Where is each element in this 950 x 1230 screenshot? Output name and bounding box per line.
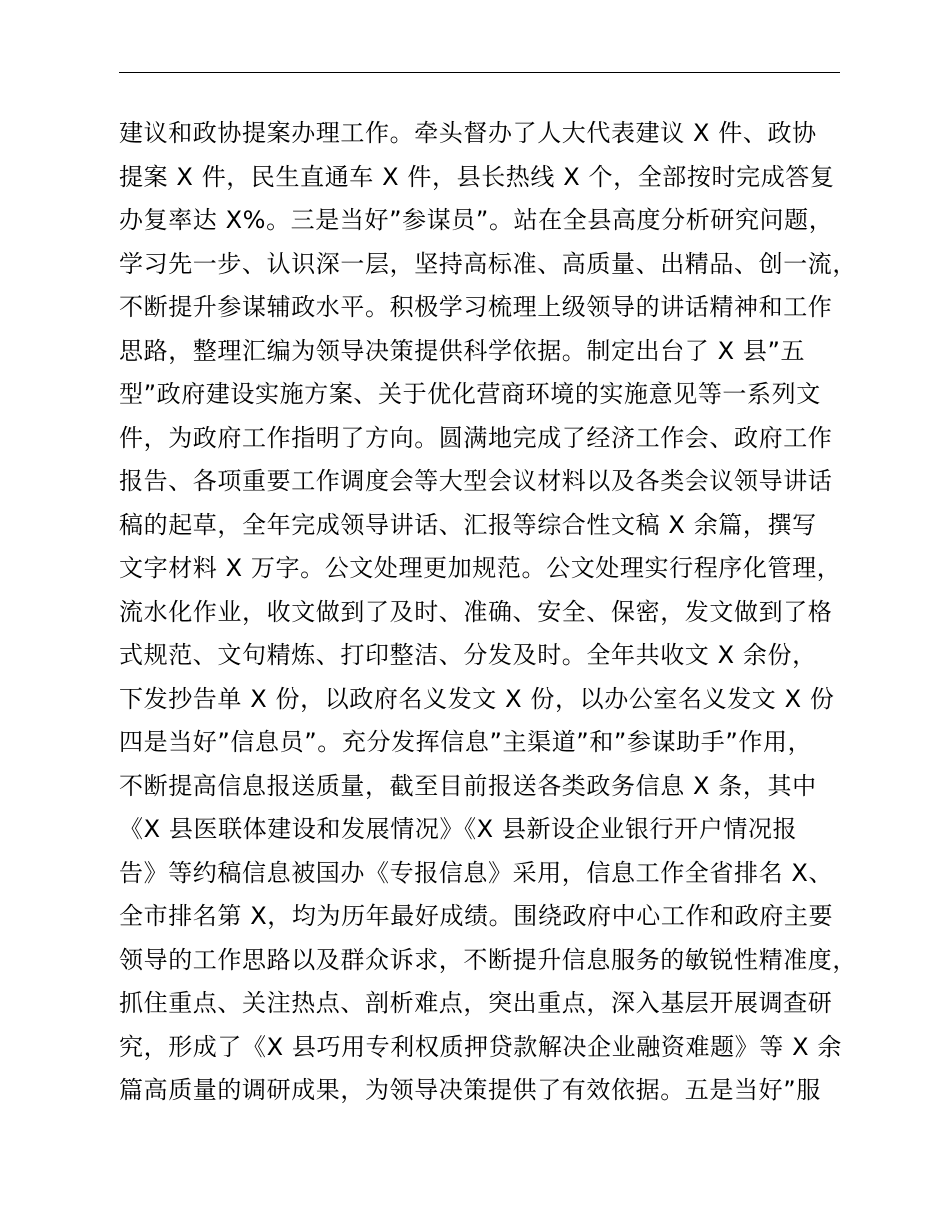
text-line: 不断提高信息报送质量，截至目前报送各类政务信息 X 条，其中 xyxy=(119,771,817,800)
text-line: 办复率达 X%。三是当好”参谋员”。站在全县高度分析研究问题， xyxy=(119,206,834,234)
text-line: 报告、各项重要工作调度会等大型会议材料以及各类会议领导讲话 xyxy=(119,467,833,495)
text-line: 型”政府建设实施方案、关于优化营商环境的实施意见等一系列文 xyxy=(119,380,821,408)
text-line: 下发抄告单 X 份，以政府名义发文 X 份，以办公室名义发文 X 份 xyxy=(119,684,835,713)
text-line: 《X 县医联体建设和发展情况》《X 县新设企业银行开户情况报 xyxy=(119,815,798,843)
text-line: 文字材料 X 万字。公文处理更加规范。公文处理实行程序化管理， xyxy=(119,554,842,582)
text-line: 稿的起草，全年完成领导讲话、汇报等综合性文稿 X 余篇，撰写 xyxy=(119,510,817,539)
text-line: 不断提升参谋辅政水平。积极学习梳理上级领导的讲话精神和工作 xyxy=(119,293,833,321)
text-line: 提案 X 件，民生直通车 X 件，县长热线 X 个，全部按时完成答复 xyxy=(119,162,835,191)
text-line: 思路，整理汇编为领导决策提供科学依据。制定出台了 X 县”五 xyxy=(119,336,806,365)
text-line: 全市排名第 X，均为历年最好成绩。围绕政府中心工作和政府主要 xyxy=(119,902,834,930)
text-line: 领导的工作思路以及群众诉求，不断提升信息服务的敏锐性精准度， xyxy=(119,945,857,974)
text-line: 建议和政协提案办理工作。牵头督办了人大代表建议 X 件、政协 xyxy=(119,119,817,147)
body-paragraph xyxy=(119,112,879,1113)
text-line: 抓住重点、关注热点、剖析难点，突出重点，深入基层开展调查研 xyxy=(119,989,833,1017)
text-line: 件，为政府工作指明了方向。圆满地完成了经济工作会、政府工作 xyxy=(119,423,833,452)
text-line: 究，形成了《X 县巧用专利权质押贷款解决企业融资难题》等 X 余 xyxy=(119,1032,842,1061)
text-line: 篇高质量的调研成果，为领导决策提供了有效依据。五是当好”服 xyxy=(119,1076,821,1104)
header-rule xyxy=(119,72,840,73)
text-line: 四是当好”信息员”。充分发挥信息”主渠道”和”参谋助手”作用， xyxy=(119,728,813,756)
text-line: 告》等约稿信息被国办《专报信息》采用，信息工作全省排名 X、 xyxy=(119,858,834,887)
text-line: 流水化作业，收文做到了及时、准确、安全、保密，发文做到了格 xyxy=(119,597,833,626)
text-line: 式规范、文句精炼、打印整洁、分发及时。全年共收文 X 余份， xyxy=(119,641,817,669)
text-line: 学习先一步、认识深一层，坚持高标准、高质量、出精品、创一流， xyxy=(119,249,857,278)
